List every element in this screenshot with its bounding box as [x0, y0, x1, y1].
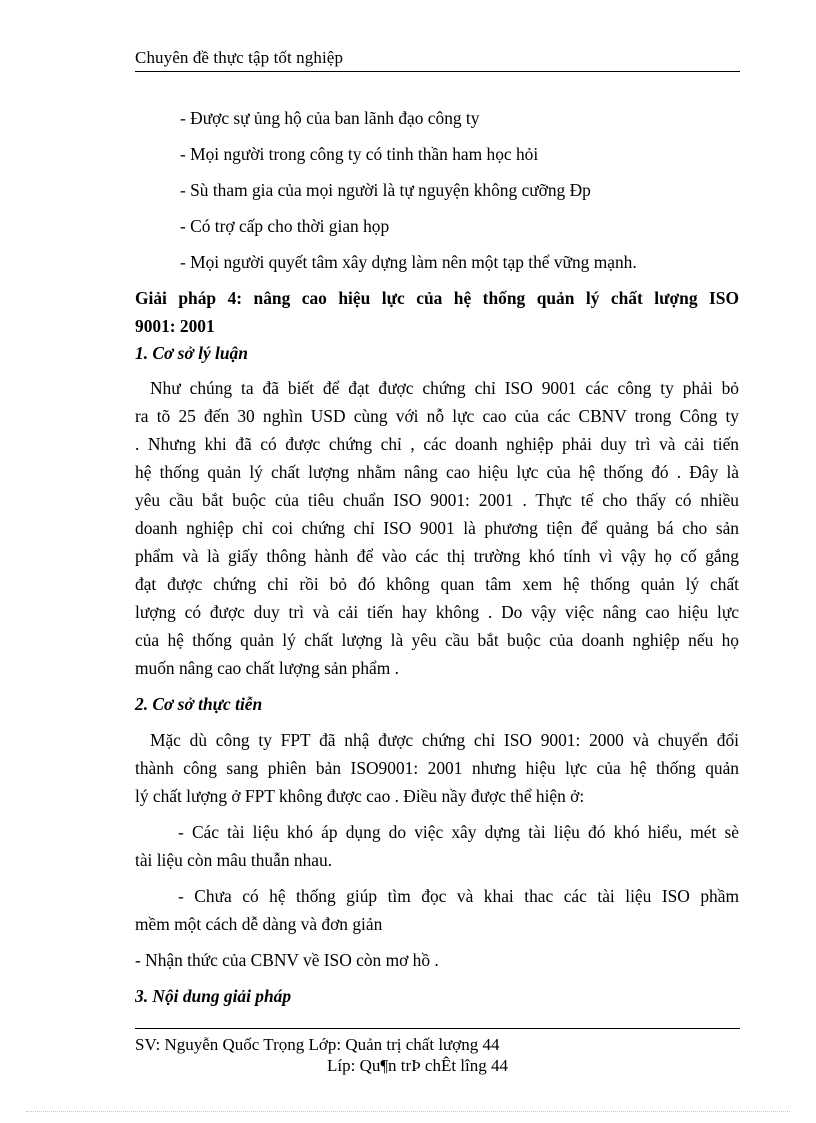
list-item-cont: tài liệu còn mâu thuẫn nhau. [135, 850, 333, 870]
page-header: Chuyên đề thực tập tốt nghiệp [135, 48, 344, 67]
solution-title-cont: 9001: 2001 [135, 316, 215, 336]
bullet-item: - Mọi người quyết tâm xây dựng làm nên một tạp thể vững mạnh. [180, 252, 637, 272]
list-item-cont: mềm một cách dễ dàng và đơn giản [135, 914, 383, 934]
paragraph-line: của hệ thống quản lý chất lượng là yêu cầu bắt buộc của doanh nghiệp nếu họ [135, 630, 739, 650]
paragraph-line: phẩm và là giấy thông hành để vào các thị trường khó tính vì vậy họ cố gắng [135, 546, 739, 566]
paragraph-line: Như chúng ta đã biết để đạt được chứng chỉ ISO 9001 các công ty phải bỏ [150, 378, 739, 398]
bullet-item: - Mọi người trong công ty có tinh thần ham học hỏi [180, 144, 539, 164]
section3-heading: 3. Nội dung giải pháp [135, 986, 292, 1006]
paragraph-line: Mặc dù công ty FPT đã nhậ được chứng chỉ ISO 9001: 2000 và chuyển đổi [150, 730, 739, 750]
list-item: - Nhận thức của CBNV về ISO còn mơ hồ . [135, 950, 439, 970]
footer-divider [135, 1028, 740, 1029]
paragraph-line: doanh nghiệp chỉ coi chứng chỉ ISO 9001 là phương tiện để quảng bá cho sản [135, 518, 739, 538]
bullet-item: - Sù tham gia của mọi người là tự nguyện không cưỡng Đp [180, 180, 591, 200]
header-divider [135, 71, 740, 72]
section1-heading: 1. Cơ sở lý luận [135, 343, 248, 363]
bullet-item: - Được sự ủng hộ của ban lãnh đạo công ty [180, 108, 480, 128]
paragraph-line: yêu cầu bắt buộc của tiêu chuẩn ISO 9001: 2001 . Thực tế cho thấy có nhiều [135, 490, 739, 510]
bullet-item: - Có trợ cấp cho thời gian họp [180, 216, 390, 236]
page-edge-dots [26, 1111, 790, 1112]
paragraph-line: đạt được chứng chỉ rồi bỏ đó không quan tâm xem hệ thống quản lý chất [135, 574, 739, 594]
section2-heading: 2. Cơ sở thực tiễn [135, 694, 263, 714]
paragraph-line: muốn nâng cao chất lượng sản phẩm . [135, 658, 399, 678]
paragraph-line: lượng có được duy trì và cải tiến hay không . Do vậy việc nâng cao hiệu lực [135, 602, 739, 622]
solution-title: Giải pháp 4: nâng cao hiệu lực của hệ thống quản lý chất lượng ISO [135, 288, 739, 308]
list-item: - Các tài liệu khó áp dụng do việc xây dựng tài liệu đó khó hiểu, mét sè [178, 822, 739, 842]
paragraph-line: thành công sang phiên bản ISO9001: 2001 nhưng hiệu lực của hệ thống quản [135, 758, 739, 778]
paragraph-line: ra tõ 25 đến 30 nghìn USD cùng với nỗ lực cao của các CBNV trong Công ty [135, 406, 739, 426]
paragraph-line: . Nhưng khi đã có được chứng chỉ , các doanh nghiệp phải duy trì và cải tiến [135, 434, 739, 454]
paragraph-line: hệ thống quản lý chất lượng nhằm nâng cao hiệu lực của hệ thống đó . Đây là [135, 462, 739, 482]
footer-class: Líp: Qu¶n trÞ chÊt lîng 44 [327, 1056, 508, 1075]
footer-author: SV: Nguyễn Quốc Trọng Lớp: Quản trị chất lượng 44 [135, 1035, 500, 1054]
paragraph-line: lý chất lượng ở FPT không được cao . Điều nầy được thể hiện ở: [135, 786, 585, 806]
list-item: - Chưa có hệ thống giúp tìm đọc và khai thac các tài liệu ISO phầm [178, 886, 739, 906]
